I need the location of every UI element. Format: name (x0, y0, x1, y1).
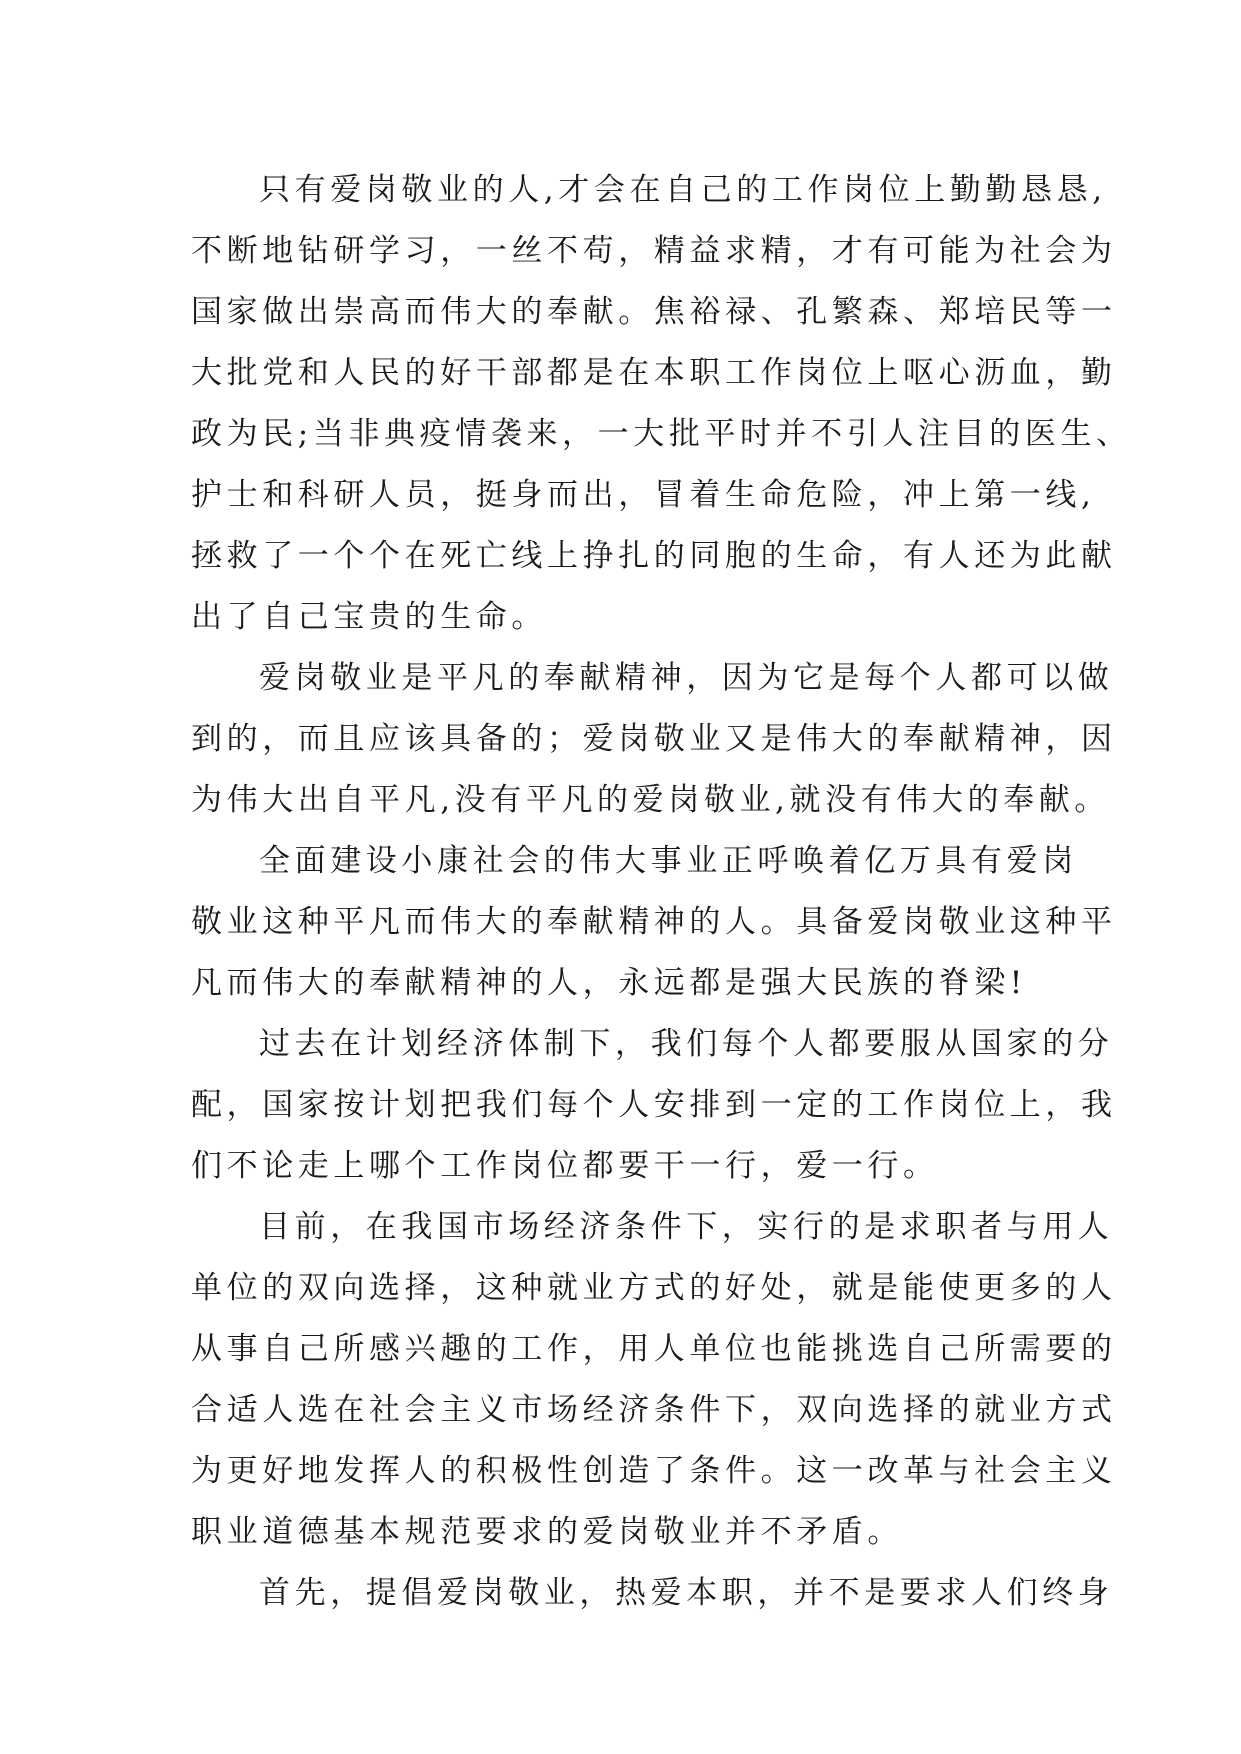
text-line: 出了自己宝贵的生命。 (191, 599, 547, 635)
text-line: 配，国家按计划把我们每个人安排到一定的工作岗位上，我 (191, 1087, 1117, 1123)
text-line: 合适人选在社会主义市场经济条件下，双向选择的就业方式 (191, 1392, 1117, 1428)
text-line: 为伟大出自平凡,没有平凡的爱岗敬业,就没有伟大的奉献。 (191, 782, 1110, 818)
text-line: 敬业这种平凡而伟大的奉献精神的人。具备爱岗敬业这种平 (191, 904, 1117, 940)
text-line: 拯救了一个个在死亡线上挣扎的同胞的生命，有人还为此献 (191, 538, 1117, 574)
text-line: 不断地钻研学习，一丝不苟，精益求精，才有可能为社会为 (191, 233, 1117, 269)
text-line: 国家做出崇高而伟大的奉献。焦裕禄、孔繁森、郑培民等一 (191, 294, 1117, 330)
text-line: 为更好地发挥人的积极性创造了条件。这一改革与社会主义 (191, 1453, 1117, 1489)
text-line: 到的，而且应该具备的；爱岗敬业又是伟大的奉献精神，因 (191, 721, 1117, 757)
text-line: 单位的双向选择，这种就业方式的好处，就是能使更多的人 (191, 1270, 1117, 1306)
text-line: 政为民;当非典疫情袭来，一大批平时并不引人注目的医生、 (191, 416, 1132, 452)
text-line: 职业道德基本规范要求的爱岗敬业并不矛盾。 (191, 1514, 903, 1550)
text-line: 目前，在我国市场经济条件下，实行的是求职者与用人 (259, 1209, 1114, 1245)
text-line: 首先，提倡爱岗敬业，热爱本职，并不是要求人们终身 (259, 1575, 1114, 1611)
text-line: 过去在计划经济体制下，我们每个人都要服从国家的分 (259, 1026, 1114, 1062)
text-line: 们不论走上哪个工作岗位都要干一行，爱一行。 (191, 1148, 939, 1184)
text-line: 爱岗敬业是平凡的奉献精神，因为它是每个人都可以做 (259, 660, 1114, 696)
text-line: 从事自己所感兴趣的工作，用人单位也能挑选自己所需要的 (191, 1331, 1117, 1367)
text-line: 凡而伟大的奉献精神的人，永远都是强大民族的脊梁! (191, 965, 1027, 1001)
text-line: 大批党和人民的好干部都是在本职工作岗位上呕心沥血，勤 (191, 355, 1117, 391)
text-line: 只有爱岗敬业的人,才会在自己的工作岗位上勤勤恳恳, (259, 172, 1107, 208)
text-line: 全面建设小康社会的伟大事业正呼唤着亿万具有爱岗 (259, 843, 1078, 879)
text-line: 护士和科研人员，挺身而出，冒着生命危险，冲上第一线, (191, 477, 1096, 513)
document-body (191, 160, 1132, 1624)
